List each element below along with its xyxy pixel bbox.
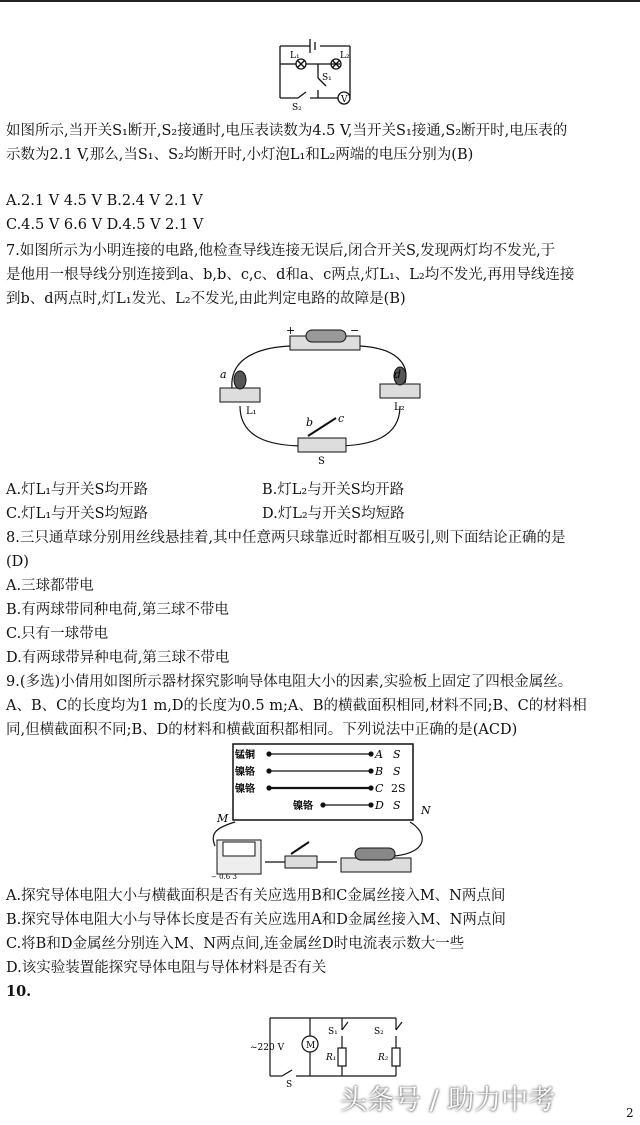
q6-label-l1: L₁ bbox=[290, 51, 300, 61]
q7-option-d: D.灯L₂与开关S均短路 bbox=[262, 506, 405, 522]
watermark: 头条号 / 助力中考 bbox=[340, 1085, 556, 1116]
q7-label-plus: + bbox=[286, 324, 296, 337]
q7-label-s: S bbox=[318, 456, 325, 467]
q9-option-d: D.该实验装置能探究导体电阻与导体材料是否有关 bbox=[6, 960, 327, 976]
q8-stem-line1: 8.三只通草球分别用丝线悬挂着,其中任意两只球靠近时都相互吸引,则下面结论正确的是 bbox=[6, 530, 566, 546]
q6-stem-line1: 如图所示,当开关S₁断开,S₂接通时,电压表读数为4.5 V,当开关S₁接通,S₂断开时,电压表的 bbox=[6, 123, 568, 139]
q9-label-sb: S bbox=[393, 765, 401, 778]
q9-wire3-material: 镍铬 bbox=[235, 784, 255, 795]
q6-label-v: V bbox=[341, 95, 348, 105]
q7-label-b: b bbox=[306, 416, 314, 429]
page-number: 2 bbox=[626, 1106, 634, 1120]
q10-label-r2: R₂ bbox=[378, 1053, 389, 1063]
q8-option-d: D.有两球带异种电荷,第三球不带电 bbox=[6, 650, 230, 666]
q7-circuit-figure bbox=[210, 318, 430, 468]
q7-stem-line1: 7.如图所示为小明连接的电路,他检查导线连接无误后,闭合开关S,发现两灯均不发光,于 bbox=[6, 243, 556, 259]
q10-label-s1: S₁ bbox=[328, 1027, 338, 1037]
q6-label-s2: S₂ bbox=[292, 103, 302, 112]
q9-option-a: A.探究导体电阻大小与横截面积是否有关应选用B和C金属丝接入M、N两点间 bbox=[6, 888, 506, 904]
q9-label-n: N bbox=[421, 804, 431, 817]
q9-label-a: A bbox=[375, 748, 383, 761]
q7-option-c: C.灯L₁与开关S均短路 bbox=[6, 506, 149, 522]
q10-number: 10. bbox=[6, 983, 32, 1000]
q6-stem-line2: 示数为2.1 V,那么,当S₁、S₂均断开时,小灯泡L₁和L₂两端的电压分别为(B) bbox=[6, 147, 474, 163]
q8-option-b: B.有两球带同种电荷,第三球不带电 bbox=[6, 602, 229, 618]
q7-label-a: a bbox=[220, 368, 227, 381]
q9-label-sa: S bbox=[393, 748, 401, 761]
q9-label-c: C bbox=[375, 782, 384, 795]
q9-label-m: M bbox=[217, 812, 229, 825]
q9-label-sd: S bbox=[393, 799, 401, 812]
q8-option-c: C.只有一球带电 bbox=[6, 626, 109, 642]
q9-option-c: C.将B和D金属丝分别连入M、N两点间,连金属丝D时电流表示数大一些 bbox=[6, 936, 465, 952]
q9-stem-line2: A、B、C的长度均为1 m,D的长度为0.5 m;A、B的横截面积相同,材料不同;B、C的材料相 bbox=[6, 698, 587, 714]
q7-stem-line3: 到b、d两点时,灯L₁发光、L₂不发光,由此判定电路的故障是(B) bbox=[6, 291, 406, 307]
q9-wire4-material: 镍铬 bbox=[293, 801, 313, 812]
q7-option-a: A.灯L₁与开关S均开路 bbox=[6, 482, 148, 498]
q7-label-minus: − bbox=[350, 324, 360, 337]
q9-wire1-material: 锰铜 bbox=[235, 750, 255, 761]
q7-stem-line2: 是他用一根导线分别连接到a、b,b、c,c、d和a、c两点,灯L₁、L₂均不发光,再用导线连接 bbox=[6, 267, 575, 283]
q9-ammeter-scale: − 0.6 3 bbox=[211, 873, 237, 880]
q7-label-l2: L₂ bbox=[394, 402, 405, 413]
q9-label-sc: 2S bbox=[391, 782, 406, 795]
q7-label-c: c bbox=[338, 412, 345, 425]
q10-label-s2: S₂ bbox=[374, 1027, 384, 1037]
q9-label-b: B bbox=[375, 765, 384, 778]
q7-label-d: d bbox=[394, 368, 402, 381]
q8-stem-line2: (D) bbox=[6, 554, 29, 570]
q10-circuit-figure bbox=[248, 1010, 406, 1088]
q9-wire2-material: 镍铬 bbox=[235, 767, 255, 778]
q9-experiment-figure bbox=[205, 742, 440, 880]
q7-label-l1: L₁ bbox=[246, 406, 257, 417]
q9-stem-line3: 同,但横截面积不同;B、D的材料和横截面积都相同。下列说法中正确的是(ACD) bbox=[6, 722, 518, 738]
q10-label-r1: R₁ bbox=[326, 1053, 337, 1063]
q8-option-a: A.三球都带电 bbox=[6, 578, 94, 594]
q10-label-s: S bbox=[286, 1080, 293, 1088]
q6-options-cd: C.4.5 V 6.6 V D.4.5 V 2.1 V bbox=[6, 217, 204, 233]
q7-option-b: B.灯L₂与开关S均开路 bbox=[262, 482, 405, 498]
q10-label-source: ~220 V bbox=[250, 1043, 285, 1053]
q6-options-ab: A.2.1 V 4.5 V B.2.4 V 2.1 V bbox=[6, 193, 203, 209]
q6-circuit-figure bbox=[270, 34, 370, 112]
q6-label-s1: S₁ bbox=[322, 73, 332, 83]
q9-stem-line1: 9.(多选)小倩用如图所示器材探究影响导体电阻大小的因素,实验板上固定了四根金属丝。 bbox=[6, 674, 573, 690]
page-top-border bbox=[0, 0, 640, 2]
q9-label-d: D bbox=[375, 799, 384, 812]
q6-label-l2: L₂ bbox=[340, 51, 350, 61]
q9-option-b: B.探究导体电阻大小与导体长度是否有关应选用A和D金属丝接入M、N两点间 bbox=[6, 912, 506, 928]
q10-label-motor: M bbox=[306, 1041, 316, 1051]
